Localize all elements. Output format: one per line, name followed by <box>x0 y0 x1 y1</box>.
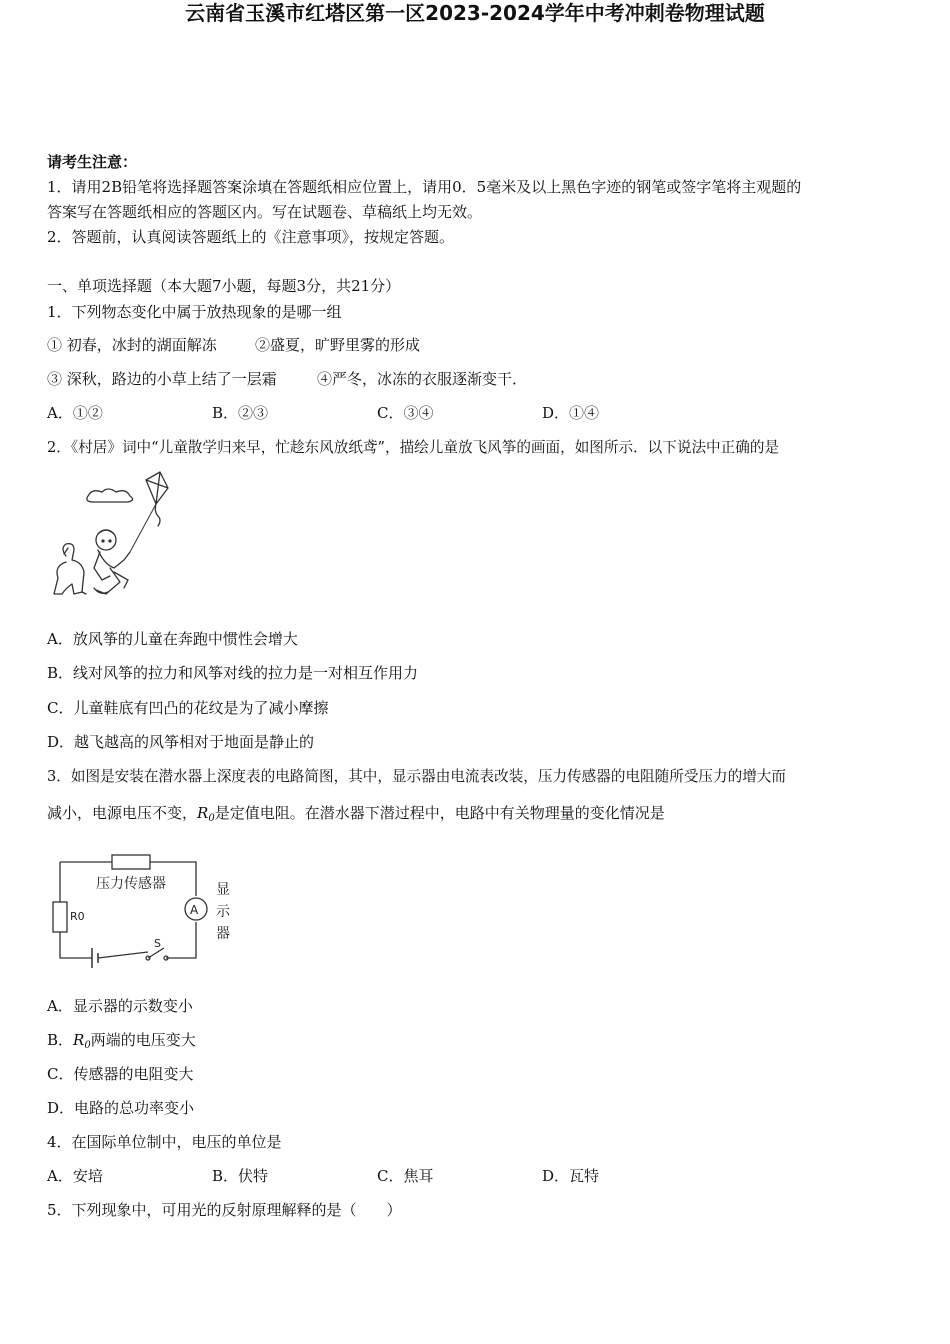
q4-option-c[interactable]: C．焦耳 <box>377 1167 434 1185</box>
q2-option-b[interactable]: B．线对风筝的拉力和风筝对线的拉力是一对相互作用力 <box>47 664 419 682</box>
display-label-1: 显 <box>216 882 230 898</box>
pressure-sensor <box>112 855 150 869</box>
notice-line: 2．答题前，认真阅读答题纸上的《注意事项》，按规定答题。 <box>47 228 455 246</box>
q3-option-d[interactable]: D．电路的总功率变小 <box>47 1099 195 1117</box>
battery-icon <box>92 948 98 968</box>
kite-icon <box>146 472 168 504</box>
q3-option-a[interactable]: A．显示器的示数变小 <box>47 997 193 1015</box>
q4-stem: 4．在国际单位制中，电压的单位是 <box>47 1133 282 1151</box>
q1-item-4: ④严冬，冰冻的衣服逐渐变干． <box>317 370 528 388</box>
q1-item-3: ③ 深秋，路边的小草上结了一层霜 <box>47 370 277 388</box>
q1-option-a[interactable]: A．①② <box>47 404 103 422</box>
ammeter-label: A <box>190 903 199 917</box>
q1-option-b[interactable]: B．②③ <box>212 404 269 422</box>
q1-item-1: ① 初春，冰封的湖面解冻 <box>47 336 217 354</box>
q1-option-d[interactable]: D．①④ <box>542 404 600 422</box>
q2-stem: 2．《村居》词中“儿童散学归来早，忙趁东风放纸鸢”，描绘儿童放飞风筝的画面，如图所示．以下说法中正确的是 <box>47 439 780 456</box>
q4-option-a[interactable]: A．安培 <box>47 1167 103 1185</box>
circuit-diagram <box>44 850 244 972</box>
page-title: 云南省玉溪市红塔区第一区2023-2024学年中考冲刺卷物理试题 <box>185 1 765 25</box>
q3-option-b[interactable]: B．$R_0$两端的电压变大 <box>47 1031 196 1051</box>
display-label-2: 示 <box>216 904 230 920</box>
q3-stem-line1: 3．如图是安装在潜水器上深度表的电路简图，其中，显示器由电流表改装，压力传感器的电阻随所受压力的增大而 <box>47 768 786 785</box>
q1-item-2: ②盛夏，旷野里雾的形成 <box>255 336 421 354</box>
dog-icon <box>54 544 84 594</box>
notice-line: 答案写在答题纸相应的答题区内。写在试题卷、草稿纸上均无效。 <box>47 203 483 221</box>
q2-option-d[interactable]: D．越飞越高的风筝相对于地面是静止的 <box>47 733 315 751</box>
resistor-r0 <box>53 902 67 932</box>
kite-boy-figure <box>44 468 174 604</box>
notice-line: 1．请用2B铅笔将选择题答案涂填在答题纸相应位置上，请用0．5毫米及以上黑色字迹的钢笔或签字笔将主观题的 <box>47 178 802 196</box>
cloud-icon <box>87 489 133 502</box>
q3-stem-line2: 减小，电源电压不变，$R_0$是定值电阻。在潜水器下潜过程中，电路中有关物理量的变化情况是 <box>47 804 665 824</box>
q1-stem: 1．下列物态变化中属于放热现象的是哪一组 <box>47 303 342 321</box>
q1-option-c[interactable]: C．③④ <box>377 404 434 422</box>
q4-option-d[interactable]: D．瓦特 <box>542 1167 600 1185</box>
q2-option-a[interactable]: A．放风筝的儿童在奔跑中惯性会增大 <box>47 630 298 648</box>
switch-label: S <box>154 937 161 950</box>
q2-option-c[interactable]: C．儿童鞋底有凹凸的花纹是为了减小摩擦 <box>47 699 329 717</box>
q4-option-b[interactable]: B．伏特 <box>212 1167 269 1185</box>
sensor-label: 压力传感器 <box>96 876 166 892</box>
r0-symbol: $R_0$ <box>197 804 215 824</box>
section-heading: 一、单项选择题（本大题7小题，每题3分，共21分） <box>47 277 401 295</box>
q5-stem: 5．下列现象中，可用光的反射原理解释的是（ ） <box>47 1201 402 1219</box>
notice-heading: 请考生注意： <box>47 153 138 171</box>
q3-option-c[interactable]: C．传感器的电阻变大 <box>47 1065 194 1083</box>
r0-label: R0 <box>70 910 85 923</box>
display-label-3: 器 <box>216 926 230 942</box>
